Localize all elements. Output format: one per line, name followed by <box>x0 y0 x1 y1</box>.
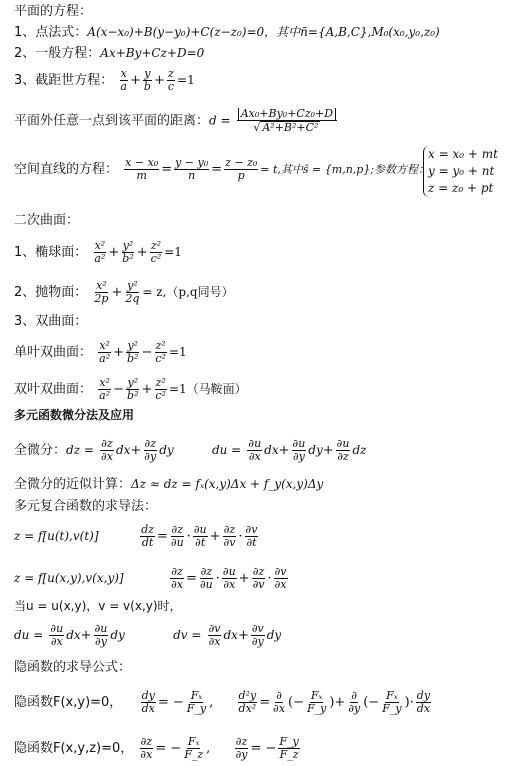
distance-line <box>14 108 339 134</box>
paraboloid-label: 2、抛物面： <box>14 285 88 300</box>
quadric-title: 二次曲面： <box>14 213 80 228</box>
general-formula: Ax+By+Cz+D=0 <box>100 46 205 60</box>
intercept-label: 3、截距世方程： <box>14 73 114 88</box>
distance-numerator: Ax₀+By₀+Cz₀+D <box>238 108 336 120</box>
intercept-frac-x: $\frac{x}{a}$ <box>120 67 127 93</box>
intercept-frac-z: $\frac{z}{c}$ <box>167 67 175 93</box>
composite-2: z = f[u(x,y),v(x,y)] $\frac{\partial z}{\partial x}$ = $\frac{\partial z}{\partial u}$ · $\frac{\partial u}{\partial x}$ + $\frac{\partial z}{\partial v}$ · $\frac{\partial v}{\partial x}$ <box>14 565 287 591</box>
intercept-line: 3、截距世方程： $\frac{x}{a}$ + $\frac{y}{b}$ + $\frac{z}{c}$ =1 <box>14 67 195 93</box>
implicit-2var-label: 隐函数F(x,y)=0， <box>14 695 123 710</box>
two-sheet-line: 双叶双曲面： $\frac{\text{x²}}{\text{a²}}$ − $\frac{\text{y²}}{\text{b²}}$ + $\frac{\text{z²}}{\text{c²}}$ =1（马鞍面） <box>14 376 247 402</box>
line-frac-y: $\frac{\text{y − y₀}}{n}$ <box>175 156 209 182</box>
point-normal-label: 1、点法式： <box>14 25 88 40</box>
line-tail: = t,其中s̄ = {m,n,p};参数方程： <box>260 163 430 176</box>
paraboloid-line: 2、抛物面： $\frac{\text{x²}}{2p}$ + $\frac{\text{y²}}{2q}$ = z,（p,q同号） <box>14 279 234 305</box>
one-sheet-line: 单叶双曲面： $\frac{\text{x²}}{\text{a²}}$ + $\frac{\text{y²}}{\text{b²}}$ − $\frac{\text{z²}}{\text{c²}}$ =1 <box>14 339 187 365</box>
plane-title: 平面的方程： <box>14 4 93 19</box>
intercept-tail: =1 <box>177 73 195 87</box>
composite-1: z = f[u(t),v(t)] $\frac{dz}{dt}$ = $\frac{\partial z}{\partial u}$ · $\frac{\partial u}{\partial t}$ + $\frac{\partial z}{\partial v}$ · $\frac{\partial v}{\partial t}$ <box>14 523 258 549</box>
param-z: z = z₀ + pt <box>428 181 494 195</box>
line-frac-x: $\frac{\text{x − x₀}}{m}$ <box>125 156 159 182</box>
paraboloid-tail: = z,（p,q同号） <box>142 285 234 299</box>
when-text: 当u = u(x,y)，v = v(x,y)时， <box>14 599 182 613</box>
when-line <box>14 599 182 614</box>
distance-frac: $\frac{\text{Ax₀+By₀+Cz₀+D}}{\text{√ A²+B²+C²}}$ <box>237 108 337 134</box>
two-sheet-tail: =1（马鞍面） <box>168 382 247 396</box>
ellipsoid-label: 1、椭球面： <box>14 245 88 260</box>
intercept-frac-y: $\frac{y}{b}$ <box>143 67 151 93</box>
one-sheet-label: 单叶双曲面： <box>14 345 93 360</box>
total-diff-line: 全微分：dz = $\frac{\partial z}{\partial x}$ dx+ $\frac{\partial z}{\partial y}$ dy du = $\frac{\partial u}{\partial x}$ dx+ $\frac{\partial u}{\partial y}$ dy+ $\frac{\partial u}{\partial z}$ dz <box>14 437 367 463</box>
implicit-2var: 隐函数F(x,y)=0， $\frac{dy}{dx}$ = − $\frac{\text{Fₓ}}{F\_y}$ , $\frac{\text{d²y}}{\text{dx²}}$ = $\frac{\partial}{\partial x}$ (− $\frac{\text{Fₓ}}{F\_y}$ )+ $\frac{\partial}{\partial y}$ (− $\frac{\text{Fₓ}}{F\_y}$ )· $\frac{dy}{dx}$ <box>14 689 431 715</box>
distance-denominator: A²+B²+C² <box>262 121 319 134</box>
calc-title: 多元函数微分法及应用 <box>14 408 135 422</box>
distance-lhs: d = <box>209 113 231 128</box>
general-label: 2、一般方程： <box>14 46 101 61</box>
param-system <box>421 146 498 197</box>
implicit-3var: 隐函数F(x,y,z)=0， $\frac{\partial z}{\partial x}$ = − $\frac{\text{Fₓ}}{F\_z}$ , $\frac{\partial z}{\partial y}$ = − $\frac{F\_y}{F\_z}$ <box>14 735 299 761</box>
general-line <box>14 46 204 61</box>
hyperboloid-title: 3、双曲面： <box>14 314 88 329</box>
implicit-title: 隐函数的求导公式： <box>14 660 132 675</box>
param-x: x = x₀ + mt <box>428 147 498 161</box>
point-normal-formula: A(x−x₀)+B(y−y₀)+C(z−z₀)=0，其中n̄={A,B,C},M₀(x₀,y₀,z₀) <box>87 25 440 39</box>
du-dv-line: du = $\frac{\partial u}{\partial x}$ dx+ $\frac{\partial u}{\partial y}$ dy dv = $\frac{\partial v}{\partial x}$ dx+ $\frac{\partial v}{\partial y}$ dy <box>14 622 282 648</box>
approx-formula: Δz ≈ dz = fₓ(x,y)Δx + f_y(x,y)Δy <box>131 477 324 491</box>
param-y: y = y₀ + nt <box>428 164 495 178</box>
point-normal-line <box>14 25 440 40</box>
implicit-3var-label: 隐函数F(x,y,z)=0， <box>14 741 134 756</box>
ellipsoid-tail: =1 <box>164 245 182 259</box>
one-sheet-tail: =1 <box>168 345 187 359</box>
distance-label: 平面外任意一点到该平面的距离： <box>14 113 210 129</box>
composite-title: 多元复合函数的求导法： <box>14 499 158 514</box>
line-label: 空间直线的方程： <box>14 162 119 177</box>
total-diff-label: 全微分： <box>14 443 67 458</box>
line-equation: 空间直线的方程： $\frac{\text{x − x₀}}{m}$ = $\frac{\text{y − y₀}}{n}$ = $\frac{\text{z − z₀}}{p}$ = t,其中s̄ = {m,n,p};参数方程： <box>14 156 430 182</box>
approx-line <box>14 477 323 492</box>
two-sheet-label: 双叶双曲面： <box>14 382 93 397</box>
approx-label: 全微分的近似计算： <box>14 477 132 492</box>
line-frac-z: $\frac{\text{z − z₀}}{p}$ <box>225 156 258 182</box>
ellipsoid-line: 1、椭球面： $\frac{\text{x²}}{\text{a²}}$ + $\frac{\text{y²}}{\text{b²}}$ + $\frac{\text{z²}}{\text{c²}}$ =1 <box>14 239 182 265</box>
